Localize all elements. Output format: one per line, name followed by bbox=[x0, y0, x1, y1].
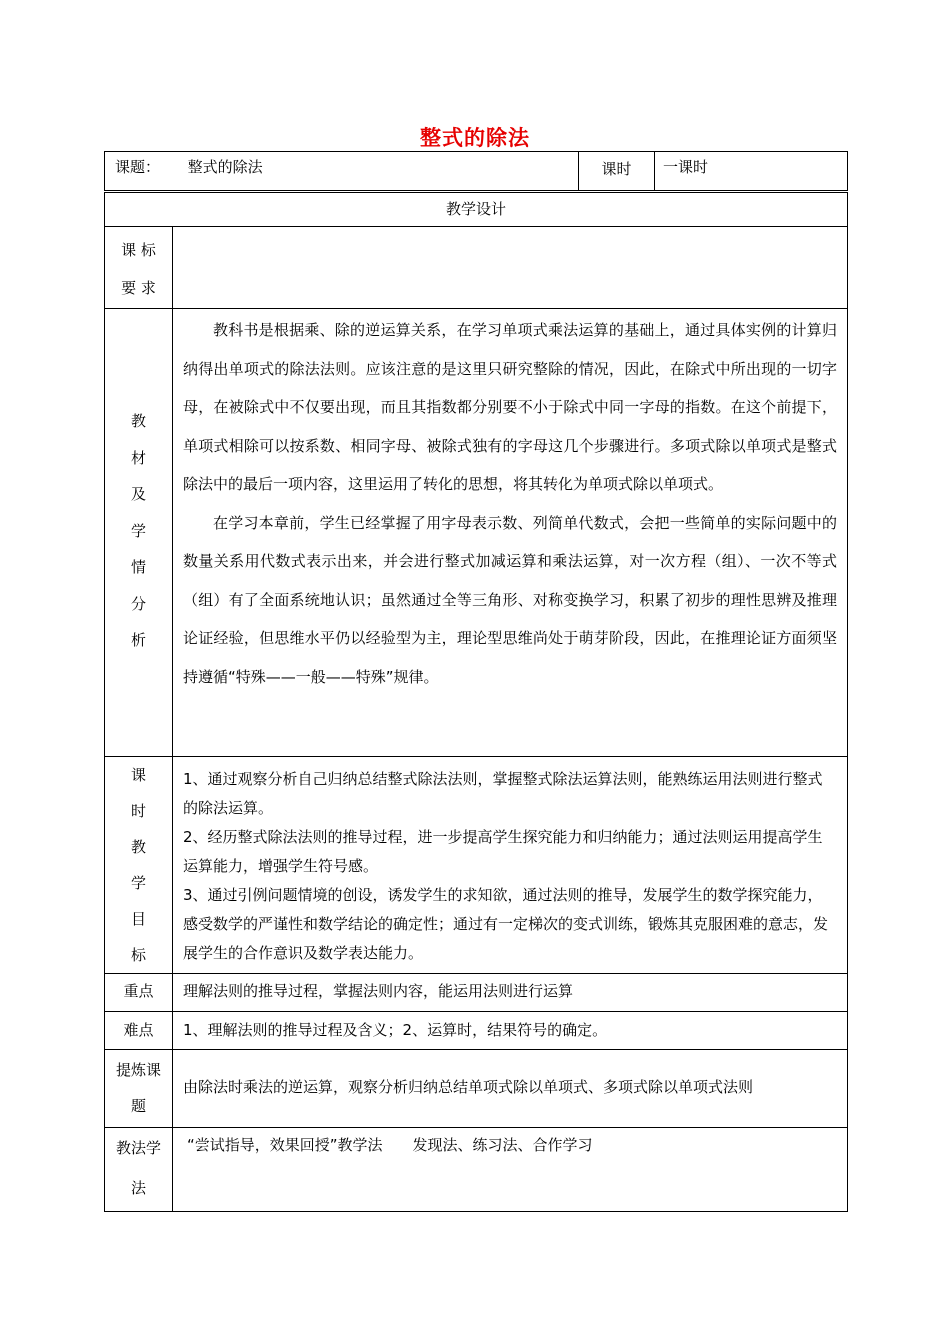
standards-content bbox=[173, 227, 847, 235]
methods-content-cell bbox=[173, 1128, 848, 1212]
objectives-label-cell bbox=[105, 757, 173, 974]
objective-item: 1、通过观察分析自己归纳总结整式除法法则，掌握整式除法运算法则，能熟练运用法则进行整式的除法运算。 bbox=[183, 770, 823, 817]
key-point-content-cell bbox=[173, 974, 848, 1012]
lesson-plan-table bbox=[104, 151, 848, 1212]
analysis-label-char: 及 bbox=[130, 485, 146, 503]
header-row bbox=[105, 152, 848, 192]
objectives-row bbox=[105, 757, 848, 974]
topic-cell bbox=[105, 152, 579, 192]
design-heading: 教学设计 bbox=[445, 200, 506, 218]
methods-label-line2: 法 bbox=[130, 1179, 146, 1197]
refined-topic-content-cell bbox=[173, 1050, 848, 1128]
objectives-label-char: 课 bbox=[130, 766, 146, 784]
objectives-label-char: 教 bbox=[130, 838, 146, 856]
period-value-cell bbox=[655, 152, 848, 192]
analysis-paragraph-students: 在学习本章前，学生已经掌握了用字母表示数、列简单代数式，会把一些简单的实际问题中的数量关系用代数式表示出来，并会进行整式加减运算和乘法运算，对一次方程（组）、一次不等式（组）有了全面系统地认识；虽然通过全等三角形、对称变换学习，积累了初步的理性思辨及推理论证经验，但思维水平仍以经验型为主，理论型思维尚处于萌芽阶段，因此，在推理论证方面须坚持遵循“特殊——一般——特殊”规律。 bbox=[183, 513, 837, 686]
methods-row bbox=[105, 1128, 848, 1212]
objectives-label-char: 目 bbox=[130, 910, 146, 928]
key-point-row bbox=[105, 974, 848, 1012]
objectives-label-char: 标 bbox=[130, 946, 146, 964]
refined-topic-label-line1: 提炼课 bbox=[115, 1061, 161, 1079]
objective-item: 3、通过引例问题情境的创设，诱发学生的求知欲，通过法则的推导，发展学生的数学探究能力，感受数学的严谨性和数学结论的确定性；通过有一定梯次的变式训练，锻炼其克服困难的意志，发展学生的合作意识及数学表达能力。 bbox=[183, 886, 829, 962]
period-label-cell bbox=[579, 152, 655, 192]
standards-row bbox=[105, 227, 848, 309]
analysis-paragraph-textbook: 教科书是根据乘、除的逆运算关系，在学习单项式乘法运算的基础上，通过具体实例的计算归纳得出单项式的除法法则。应该注意的是这里只研究整除的情况，因此，在除式中所出现的一切字母，在被除式中不仅要出现，而且其指数都分别要不小于除式中同一字母的指数。在这个前提下，单项式相除可以按系数、相同字母、被除式独有的字母这几个步骤进行。多项式除以单项式是整式除法中的最后一项内容，这里运用了转化的思想，将其转化为单项式除以单项式。 bbox=[183, 321, 837, 493]
design-heading-cell bbox=[105, 192, 848, 227]
methods-label-cell bbox=[105, 1128, 173, 1212]
analysis-label-char: 情 bbox=[130, 558, 146, 576]
analysis-label-char: 材 bbox=[130, 448, 146, 467]
period-value: 一课时 bbox=[663, 158, 709, 176]
difficulty-content-cell bbox=[173, 1012, 848, 1050]
refined-topic-label-line2: 题 bbox=[130, 1097, 146, 1115]
objective-item: 2、经历整式除法法则的推导过程，进一步提高学生探究能力和归纳能力；通过法则运用提高学生运算能力，增强学生符号感。 bbox=[183, 828, 823, 875]
analysis-row bbox=[105, 309, 848, 757]
key-point-content: 理解法则的推导过程，掌握法则内容，能运用法则进行运算 bbox=[183, 982, 574, 1000]
objectives-label-char: 时 bbox=[130, 802, 146, 820]
standards-label-line1: 课 标 bbox=[121, 241, 156, 259]
key-point-label: 重点 bbox=[123, 982, 154, 1000]
analysis-label-char: 教 bbox=[130, 412, 146, 430]
difficulty-content: 1、理解法则的推导过程及含义；2、运算时，结果符号的确定。 bbox=[183, 1021, 608, 1039]
analysis-label-cell bbox=[105, 309, 173, 757]
difficulty-label-cell bbox=[105, 1012, 173, 1050]
analysis-label-char: 学 bbox=[130, 521, 146, 540]
standards-content-cell bbox=[173, 227, 848, 309]
analysis-label-char: 分 bbox=[130, 594, 146, 613]
refined-topic-label-cell bbox=[105, 1050, 173, 1128]
topic-label: 课题： bbox=[115, 158, 161, 176]
design-heading-row bbox=[105, 192, 848, 227]
objectives-content-cell bbox=[173, 757, 848, 974]
difficulty-label: 难点 bbox=[123, 1021, 154, 1039]
analysis-label-char: 析 bbox=[130, 631, 146, 649]
key-point-label-cell bbox=[105, 974, 173, 1012]
refined-topic-row bbox=[105, 1050, 848, 1128]
standards-label-cell bbox=[105, 227, 173, 309]
methods-content: “尝试指导，效果回授”教学法 发现法、练习法、合作学习 bbox=[187, 1136, 593, 1154]
topic-value: 整式的除法 bbox=[187, 158, 263, 176]
methods-label-line1: 教法学 bbox=[115, 1139, 161, 1157]
difficulty-row bbox=[105, 1012, 848, 1050]
objectives-label-char: 学 bbox=[130, 874, 146, 892]
refined-topic-content: 由除法时乘法的逆运算，观察分析归纳总结单项式除以单项式、多项式除以单项式法则 bbox=[183, 1078, 754, 1096]
document-title: 整式的除法 bbox=[420, 126, 530, 150]
standards-label-line2: 要 求 bbox=[121, 279, 156, 297]
analysis-content-cell bbox=[173, 309, 848, 757]
period-label: 课时 bbox=[601, 160, 632, 178]
